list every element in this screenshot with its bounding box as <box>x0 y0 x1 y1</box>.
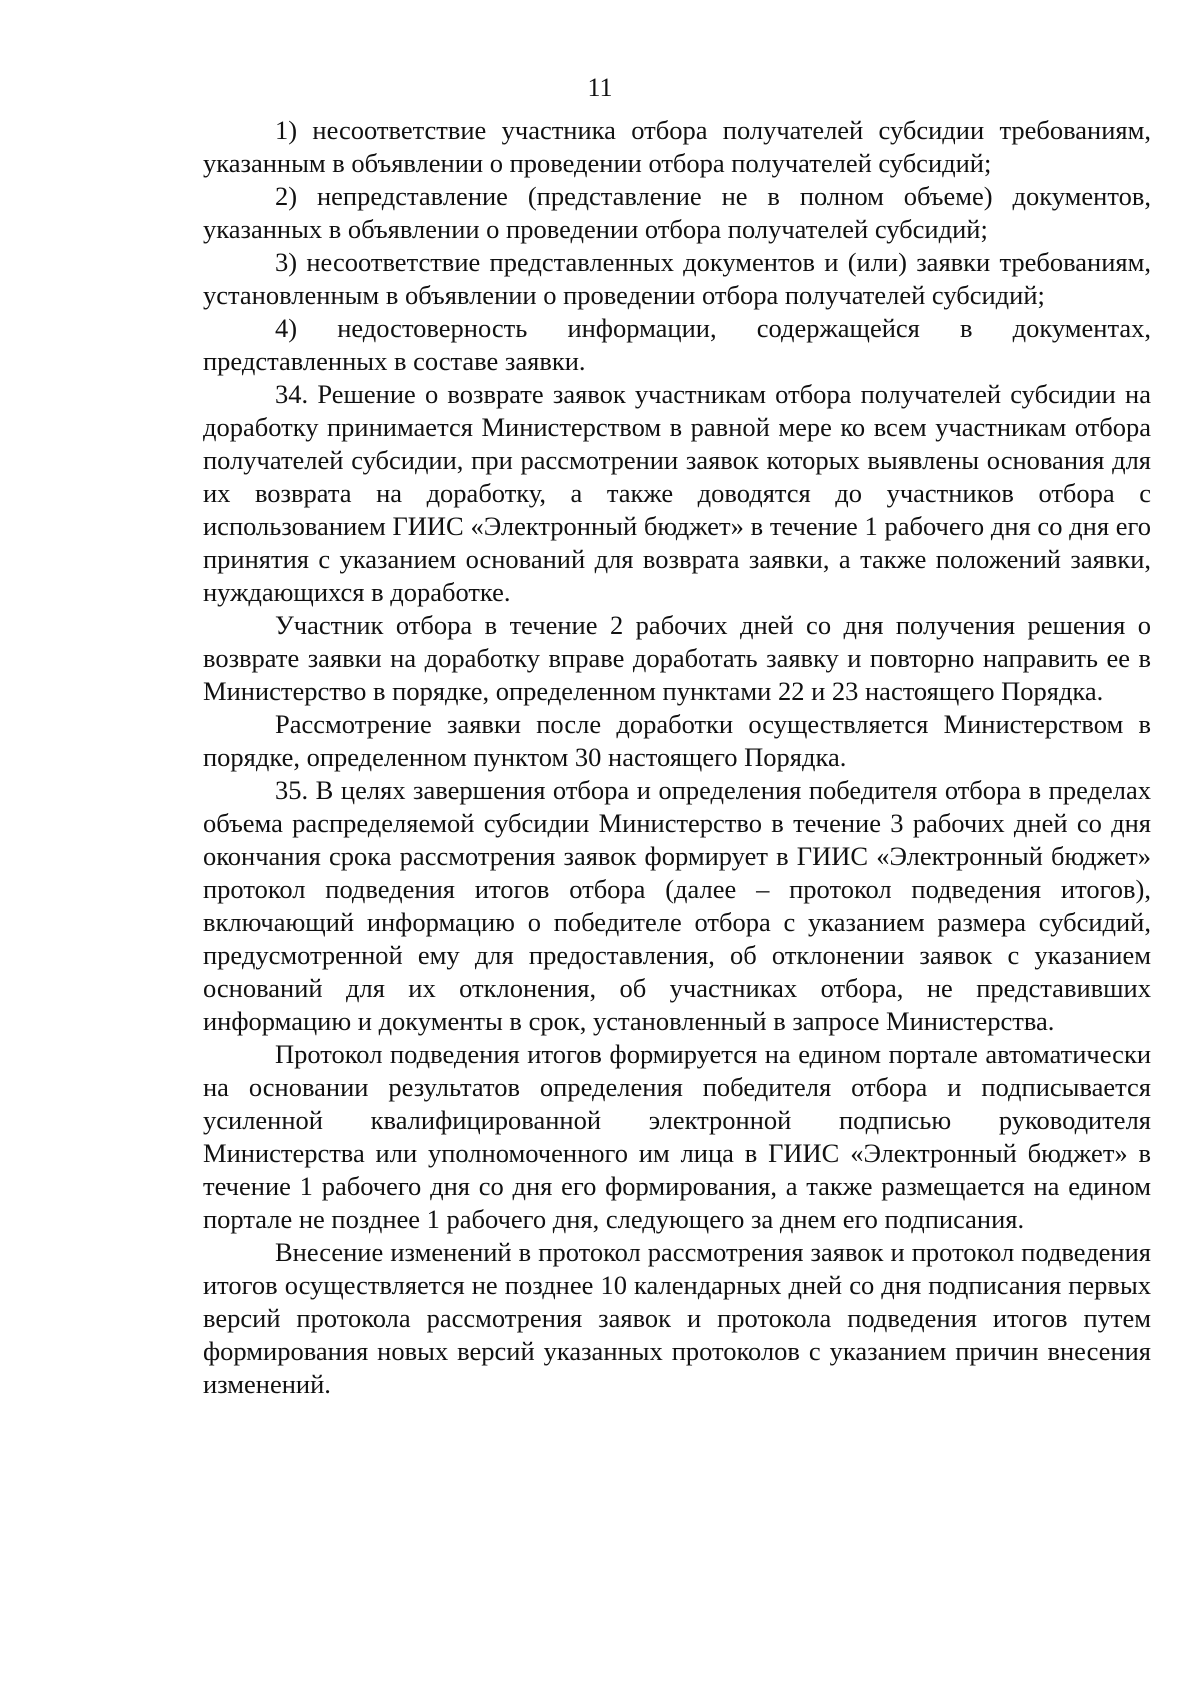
document-body <box>203 114 1151 1401</box>
paragraph-34: 34. Решение о возврате заявок участникам отбора получателей субсидии на доработку принимается Министерством в равной мере ко всем участникам отбора получателей субсидии, при рассмотрении заявок которых выявлены основания для их возврата на доработку, а также доводятся до участников отбора с использованием ГИИС «Электронный бюджет» в течение 1 рабочего дня со дня его принятия с указанием оснований для возврата заявки, а также положений заявки, нуждающихся в доработке. <box>203 379 1151 607</box>
paragraph-34-review-after-rework: Рассмотрение заявки после доработки осуществляется Министерством в порядке, определенном пунктом 30 настоящего Порядка. <box>203 709 1151 772</box>
paragraph-item-2: 2) непредставление (представление не в полном объеме) документов, указанных в объявлении о проведении отбора получателей субсидий; <box>203 181 1151 244</box>
page-number: 11 <box>587 73 613 102</box>
paragraph-35-protocol-changes: Внесение изменений в протокол рассмотрения заявок и протокол подведения итогов осуществляется не позднее 10 календарных дней со дня подписания первых версий протокола рассмотрения заявок и протокола подведения итогов путем формирования новых версий указанных протоколов с указанием причин внесения изменений. <box>203 1237 1151 1399</box>
paragraph-item-3: 3) несоответствие представленных документов и (или) заявки требованиям, установленным в объявлении о проведении отбора получателей субсидий; <box>203 247 1151 310</box>
paragraph-item-4: 4) недостоверность информации, содержащейся в документах, представленных в составе заявки. <box>203 313 1151 376</box>
paragraph-35-protocol-signing: Протокол подведения итогов формируется на едином портале автоматически на основании результатов определения победителя отбора и подписывается усиленной квалифицированной электронной подписью руководителя Министерства или уполномоченного им лица в ГИИС «Электронный бюджет» в течение 1 рабочего дня со дня его формирования, а также размещается на едином портале не позднее 1 рабочего дня, следующего за днем его подписания. <box>203 1039 1151 1234</box>
paragraph-35: 35. В целях завершения отбора и определения победителя отбора в пределах объема распределяемой субсидии Министерство в течение 3 рабочих дней со дня окончания срока рассмотрения заявок формирует в ГИИС «Электронный бюджет» протокол подведения итогов отбора (далее – протокол подведения итогов), включающий информацию о победителе отбора с указанием размера субсидий, предусмотренной ему для предоставления, об отклонении заявок с указанием оснований для их отклонения, об участниках отбора, не представивших информацию и документы в срок, установленный в запросе Министерства. <box>203 775 1151 1036</box>
paragraph-item-1: 1) несоответствие участника отбора получателей субсидии требованиям, указанным в объявлении о проведении отбора получателей субсидий; <box>203 115 1151 178</box>
paragraph-34-participant-rework: Участник отбора в течение 2 рабочих дней со дня получения решения о возврате заявки на доработку вправе доработать заявку и повторно направить ее в Министерство в порядке, определенном пунктами 22 и 23 настоящего Порядка. <box>203 610 1151 706</box>
